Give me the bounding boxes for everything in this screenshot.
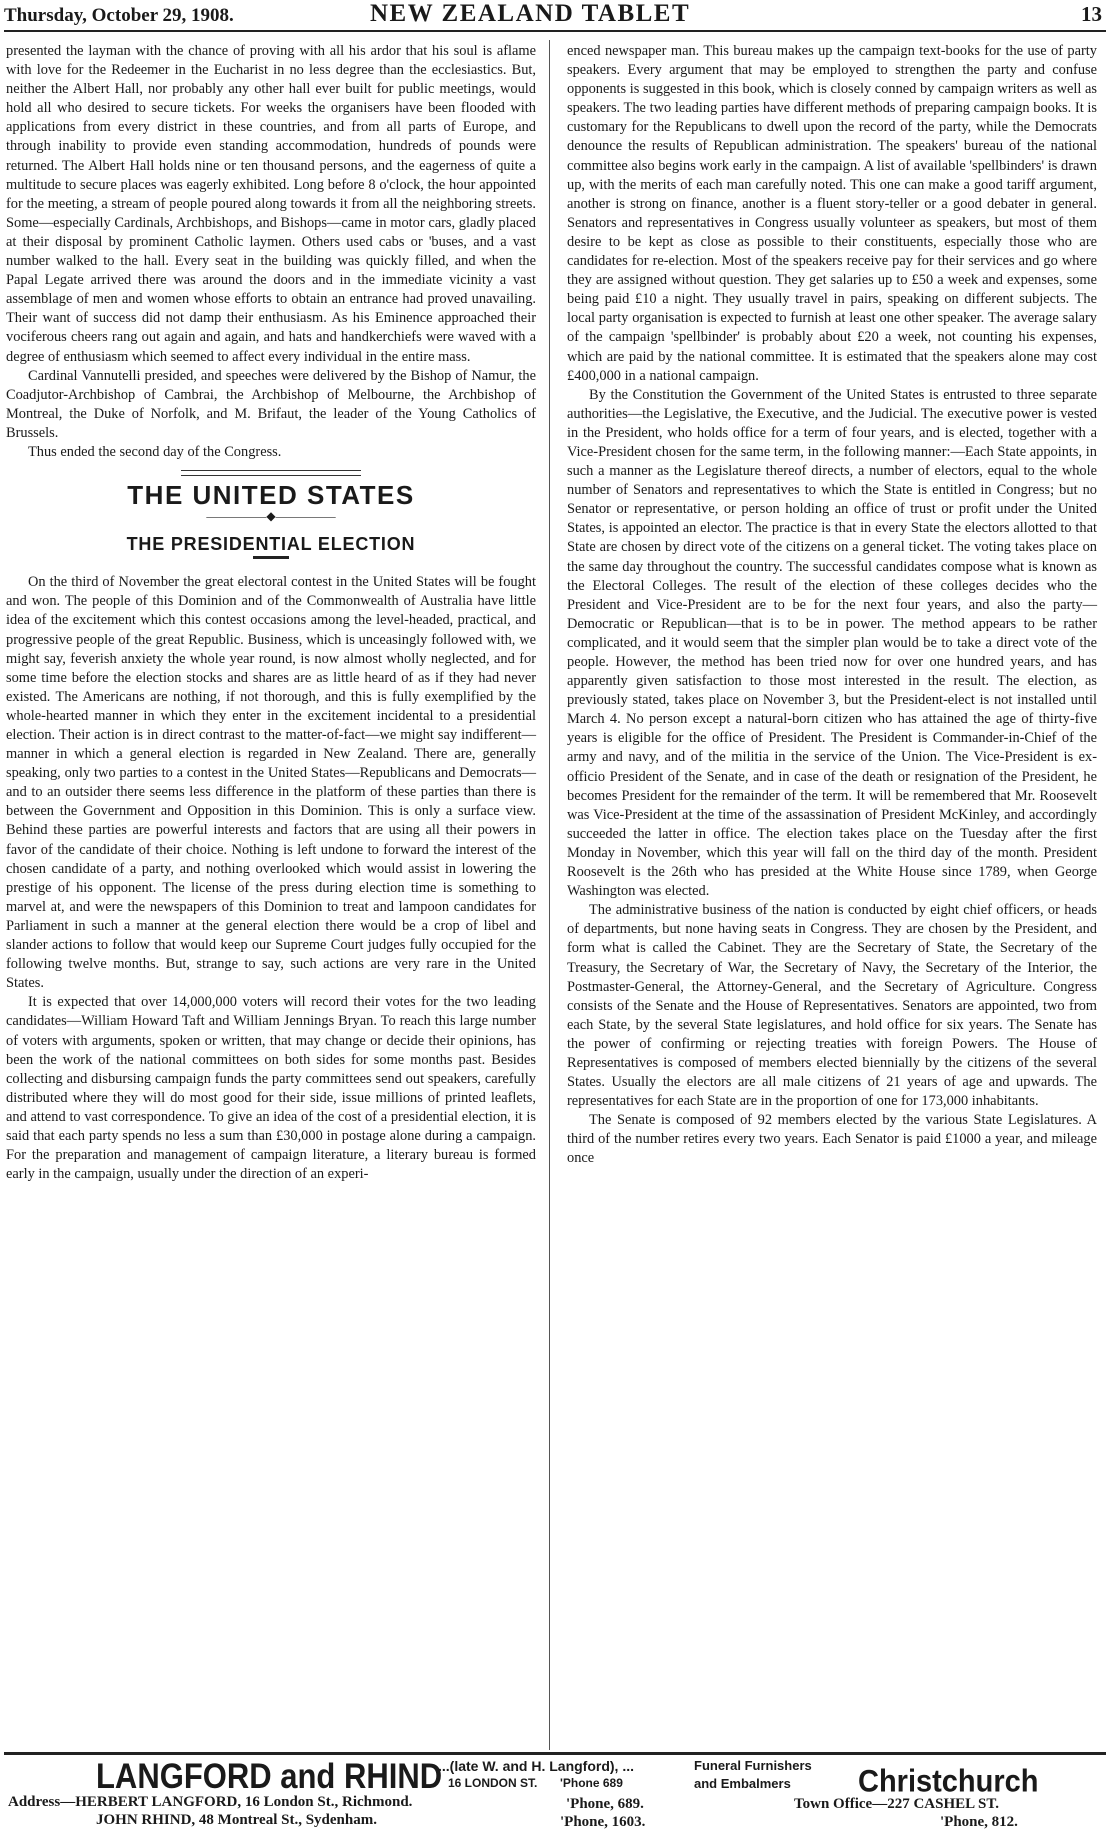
- advertiser-service: and Embalmers: [694, 1776, 791, 1791]
- masthead-title: NEW ZEALAND TABLET: [370, 0, 691, 27]
- footer-rule: [4, 1752, 1106, 1755]
- section-divider: [181, 470, 361, 476]
- advertiser-phone: 'Phone 689: [560, 1776, 623, 1790]
- advertiser-phone: 'Phone, 812.: [940, 1814, 1018, 1830]
- column-divider: [549, 40, 550, 1750]
- article-paragraph: Thus ended the second day of the Congress.: [28, 443, 282, 460]
- subtitle-rule: [253, 556, 289, 559]
- advertiser-street: 16 LONDON ST.: [448, 1776, 538, 1790]
- advertisement-footer: [0, 1756, 1114, 1829]
- advertiser-service: Funeral Furnishers: [694, 1758, 812, 1773]
- article-paragraph: Cardinal Vannutelli presided, and speeches were delivered by the Bishop of Namur, the Coadjutor-Archbishop of Cambrai, the Archbishop of Melbourne, the Archbishop of Montreal, the Duke of Norfolk, and M. Brifaut, the leader of the Young Catholics of Brussels.: [6, 367, 536, 441]
- page-number: 13: [1081, 2, 1102, 26]
- advertiser-brand: LANGFORD and RHIND: [96, 1756, 443, 1797]
- issue-date: Thursday, October 29, 1908.: [4, 5, 234, 26]
- section-subtitle: THE PRESIDENTIAL ELECTION: [126, 534, 416, 555]
- advertiser-note: ...(late W. and H. Langford), ...: [438, 1758, 634, 1774]
- article-paragraph: presented the layman with the chance of proving with all his ardor that his soul is aflame with love for the Redeemer in the Eucharist in no less degree than the ecclesiastics. But, neither the Albert Hall, nor probably any other hall ever built for public meetings, would hold all who desired to secure tickets. For weeks the organisers have been flooded with applications from every district in these countries, and from all parts of Europe, and through inability to provide even standing accommodation, hundreds of pounds were returned. The Albert Hall holds nine or ten thousand persons, and the eagerness of quite a multitude to secure places was eagerly exhibited. Long before 8 o'clock, the hour appointed for the meeting, a stream of people poured along towards it from all the neighboring streets. Some—especially Cardinals, Archbishops, and Bishops—came in motor cars, gladly placed at their disposal by prominent Catholic laymen. Others used cabs or 'buses, and a vast number walked to the hall. Every seat in the building was quickly filled, and when the Papal Legate arrived there was around the doors and in the immediate vicinity a vast assemblage of men and women whose efforts to obtain an entrance had proved unavailing. Their want of success did not damp their enthusiasm. As his Eminence approached their vociferous cheers rang out again and again, and hats and handkerchiefs were waved with a degree of enthusiasm which seemed to affect every individual in the entire mass.: [6, 43, 536, 365]
- advertiser-phone: 'Phone, 1603.: [560, 1814, 646, 1830]
- advertiser-address: Address—HERBERT LANGFORD, 16 London St., Richmond.: [8, 1794, 413, 1810]
- advertiser-phone: 'Phone, 689.: [566, 1796, 644, 1812]
- section-title: THE UNITED STATES: [127, 480, 415, 511]
- diamond-ornament-icon: —————◆—————: [206, 509, 336, 524]
- article-paragraph: The Senate is composed of 92 members elected by the various State Legislatures. A third of the number retires every two years. Each Senator is paid £1000 a year, and mileage once: [567, 1112, 1097, 1167]
- article-paragraph: The administrative business of the nation is conducted by eight chief officers, or heads of departments, but none having seats in Congress. They are chosen by the President, and form what is called the Cabinet. They are the Secretary of State, the Secretary of the Treasury, the Secretary of War, the Secretary of Navy, the Secretary of the Interior, the Postmaster-General, the Attorney-General, and the Secretary of Agriculture. Congress consists of the Senate and the House of Representatives. Senators are appointed, two from each State, by the several State legislatures, and hold office for six years. The Senate has the power of confirming or rejecting treaties with foreign Powers. The House of Representatives is composed of members elected biennially by the citizens of the several States. Usually the electors are all male citizens of 21 years of age and upwards. The representatives for each State are in the proportion of one for 173,000 inhabitants.: [567, 902, 1097, 1110]
- left-column: [6, 42, 536, 1184]
- page-header: [0, 2, 1114, 28]
- advertiser-address: JOHN RHIND, 48 Montreal St., Sydenham.: [96, 1812, 377, 1828]
- header-rule: [4, 30, 1106, 32]
- article-paragraph: enced newspaper man. This bureau makes up the campaign text-books for the use of party speakers. Every argument that may be employed to strengthen the party and confuse opponents is suggested in this book, which is closely conned by campaign writers as well as speakers. The two leading parties have different methods of preparing campaign books. It is customary for the Republicans to dwell upon the record of the party, while the Democrats denounce the results of Republican administration. The speakers' bureau of the national committee also begins work early in the campaign. A list of available 'spellbinders' is drawn up, with the merits of each man carefully noted. This one can make a good tariff argument, another is strong on finance, another is a fluent story-teller or a good debater in general. Senators and representatives in Congress usually volunteer as speakers, but most of them desire to be kept as close as possible to their constituents, especially those who are candidates for re-election. Most of the speakers receive pay for their services and go where they are assigned without question. They get salaries up to £50 a week and expenses, some being paid £10 a night. They usually travel in pairs, speaking on different subjects. The local party organisation is expected to furnish at least one other speaker. The average salary of the campaign 'spellbinder' is probably about £20 a week, not counting his expenses, which are paid by the national committee. It is estimated that the speakers alone may cost £400,000 in a national campaign.: [567, 43, 1097, 384]
- article-paragraph: By the Constitution the Government of the United States is entrusted to three separate authorities—the Legislative, the Executive, and the Judicial. The executive power is vested in the President, who holds office for a term of four years, and is elected, together with a Vice-President chosen for the same term, in the following manner:—Each State appoints, in such a manner as the Legislature thereof directs, a number of electors, equal to the whole number of Senators and representatives to which the State is entitled in Congress; but no Senator or representative, or person holding an office of trust or profit under the United States, is appointed an elector. The practice is that in every State the electors allotted to that State are chosen by direct vote of the citizens on a general ticket. The voting takes place on the same day throughout the country. The successful candidates compose what is known as the Electoral Colleges. The result of the election of these colleges decides who the President and Vice-President are to be for the next four years, and also the party—Democratic or Republican—that is to be in power. The method appears to be rather complicated, and it would seem that the simpler plan would be to take a direct vote of the people. However, the method has been tried now for over one hundred years, and has apparently given satisfaction to those most interested in the result. The election, as previously stated, takes place on November 3, but the President-elect is not installed until March 4. No person except a natural-born citizen who has attained the age of thirty-five years is eligible for the office of President. The President is Commander-in-Chief of the army and navy, and of the militia in the service of the Union. The Vice-President is ex-officio President of the Senate, and in case of the death or resignation of the President, he becomes President for the remainder of the term. It will be remembered that Mr. Roosevelt was Vice-President at the time of the assassination of President McKinley, and accordingly succeeded the latter in office. The election takes place on the Tuesday after the first Monday in November, which this year will fall on the third day of the month. President Roosevelt is the 26th who has presided at the White House since 1789, when George Washington was elected.: [567, 386, 1097, 900]
- article-paragraph: It is expected that over 14,000,000 voters will record their votes for the two leading candidates—William Howard Taft and William Jennings Bryan. To reach this large number of voters with arguments, spoken or written, that may change or decide their opinions, has been the work of the national committees on both sides for some months past. Besides collecting and disbursing campaign funds the party committees send out speakers, carefully distributed where they will do most good for their side, issue millions of printed leaflets, and attend to vast correspondence. To give an idea of the cost of a presidential election, it is said that each party spends no less a sum than £30,000 in postage alone during a campaign. For the preparation and management of campaign literature, a literary bureau is formed early in the campaign, usually under the direction of an experi-: [6, 994, 536, 1183]
- right-column: [567, 42, 1097, 1169]
- article-paragraph: On the third of November the great electoral contest in the United States will be fought and won. The people of this Dominion and of the Commonwealth of Australia have little idea of the excitement which this contest occasions among the level-headed, practical, and progressive people of the great Republic. Business, which is unceasingly followed with, we might say, feverish anxiety the whole year round, is now almost wholly neglected, and for some time before the election stocks and shares are as little heard of as if they had never existed. The Americans are nothing, if not thorough, and this is fully exemplified by the whole-hearted manner in which they enter in the excitement incidental to a presidential election. Their action is in direct contrast to the matter-of-fact—we might say indifferent—manner in which a general election is regarded in New Zealand. There are, generally speaking, only two parties to a contest in the United States—Republicans and Democrats—and to an outsider there seems less difference in the platform of these parties than there is between the Government and Opposition in this Dominion. This is only a surface view. Behind these parties are powerful interests and factors that are using all their powers in favor of the candidate of their choice. Nothing is left undone to forward the interest of the chosen candidate of a party, and nothing overlooked which would assist in lowering the prestige of his opponent. The license of the press during election time is something to marvel at, and were the newspapers of this Dominion to treat and lampoon candidates for Parliament in such a manner at the general election there would be a crop of libel and slander actions to follow that would keep our Supreme Court judges fully occupied for the following twelve months. But, strange to say, such actions are very rare in the United States.: [6, 574, 536, 992]
- advertiser-office: Town Office—227 CASHEL ST.: [794, 1796, 1000, 1812]
- advertiser-city: Christchurch: [858, 1764, 1039, 1800]
